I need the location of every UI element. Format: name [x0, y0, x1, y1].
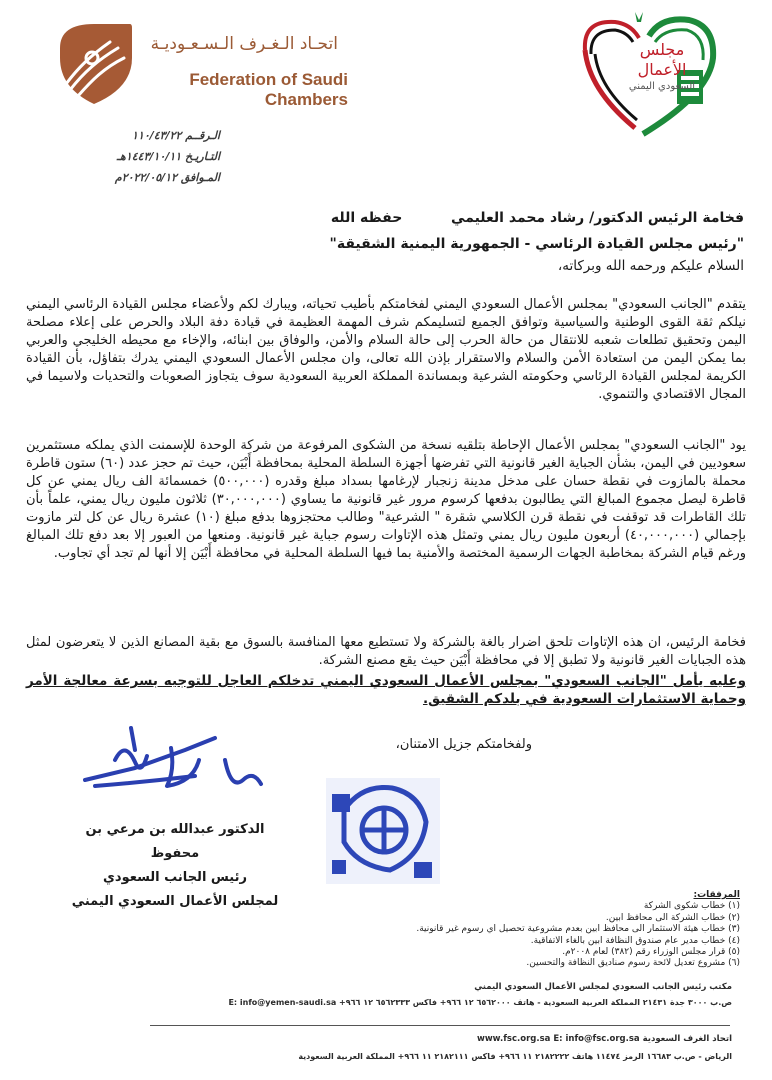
reference-date-hijri: التـاريـخ ١٤٤٣/١٠/١١هـ	[116, 150, 220, 163]
council-name	[617, 40, 707, 94]
body-paragraph-request: وعليه يأمل "الجانب السعودي" بمجلس الأعمال السعودي اليمني تدخلكم العاجل للتوجيه بسرعة معالجة الأمر وحماية الاستثمارات السعودية في بلدكم الشقيق.	[26, 673, 746, 707]
footer-fsc-address: الرياض - ص.ب ١٦٦٨٣ الرمز ١١٤٧٤ هاتف ٢١٨٢٢٢٢ ١١ ٩٦٦+ فاكس ٢١٨٢١١١ ١١ ٩٦٦+ المملكة العربية السعودية	[298, 1052, 732, 1061]
signatory-title-1: رئيس الجانب السعودي	[103, 870, 247, 885]
attachment-item: (٤) خطاب مدير عام صندوق النظافة ابين بالغاء الاتفاقية.	[530, 935, 740, 946]
closing-line: ولفخامتكم جزيل الامتنان،	[395, 737, 532, 752]
handwritten-signature	[75, 720, 275, 810]
body-paragraph-2: يود "الجانب السعودي" بمجلس الأعمال الإحاطة بتلقيه نسخة من الشكوى المرفوعة من شركة الوحدة للإسمنت الذي يملكه مستثمرين سعوديين في اليمن، بشأن الجباية الغير قانونية التي تفرضها أجهزة السلطة المحلية بمحافظة أَبْيَن، حيث تم حجز عدد (٦٠) ستون قاطرة محملة بالمازوت في نقطة حسان على مدخل مدينة زنجبار لإرغامها بسداد مبلغ وقدره (٥٠٠,٠٠٠) خمسمائة الف ريال يمني عن كل قاطرة ليصل مجموع المبالغ التي يطالبون بدفعها كرسوم مرور غير قانونية ما يساوي (٣٠,٠٠٠,٠٠٠) ثلاثون مليون ريال يمني، علماً بأن تلك القاطرات قد توقفت في نقطة قرن الكلاسي شقرة " الشرعية" وطالب محتجزوها بدفع مبلغ (١٠) عشرة ريال عن كل لتر مازوت بإجمالي (٤٠,٠٠٠,٠٠٠) أربعون مليون ريال يمني وتمثل هذه الإتاوات رسوم جباية غير قانونية. ومنعها من العبور إلا بعد دفع تلك المبالغ ورغم قيام الشركة بمخاطبة الجهات الرسمية المختصة والأمنية بما فيها السلطة المحلية في محافظة أَبْيَن إلا أنها لم تجد أي تجاوب.	[26, 438, 746, 561]
attachment-item: (٢) خطاب الشركة الى محافظ ابين.	[605, 912, 740, 923]
fsc-logo	[52, 14, 348, 114]
reference-date-gregorian: المـوافق ٢٠٢٢/٠٥/١٢م	[114, 171, 220, 184]
fsc-name-arabic: اتحـاد الـغـرف الـسـعـوديـة	[150, 34, 338, 54]
attachment-item: (٣) خطاب هيئة الاستثمار الى محافظ ابين بعدم مشروعية تحصيل اي رسوم غير قانونية.	[416, 924, 740, 935]
official-stamp	[322, 770, 444, 890]
fsc-emblem-icon	[52, 18, 138, 108]
reference-number: الـرقــم ١١٠/٤٣/٢٢	[132, 129, 220, 142]
signatory-name: الدكتور عبدالله بن مرعي بن محفوظ	[85, 822, 265, 861]
body-paragraph-3: فخامة الرئيس، ان هذه الإتاوات تلحق اضرار بالغة بالشركة ولا تستطيع معها المنافسة بالسوق مع بقية المصانع الذين لا يتعرضون لمثل هذه الجبايات الغير قانونية ولا تطبق إلا في محافظة أَبْيَن حيث يقع مصنع الشركة.	[26, 635, 746, 668]
attachments-title: المرفقات:	[693, 890, 740, 900]
reference-block	[90, 125, 220, 188]
council-name-sub: السعودي اليمني	[628, 81, 696, 92]
council-name-main: مجلس الأعمال	[637, 40, 687, 79]
attachment-item: (٦) مشروع تعديل لائحة رسوم صناديق النظافة والتحسين.	[526, 958, 740, 969]
footer	[0, 970, 772, 1080]
attachments-list	[220, 890, 740, 970]
addressee-line2: "رئيس مجلس القيادة الرئاسي - الجمهورية اليمنية الشقيقة"	[329, 236, 744, 252]
council-logo	[565, 10, 725, 150]
addressee-line1: فخامة الرئيس الدكتور/ رشاد محمد العليمي حفظه الله	[330, 210, 744, 226]
footer-fsc-web: www.fsc.org.sa E: info@fsc.org.sa اتحاد الغرف السعودية	[476, 1034, 732, 1044]
attachment-item: (١) خطاب شكوى الشركة	[643, 901, 740, 912]
footer-office-contact: ص.ب ٣٠٠٠ جدة ٢١٤٣١ المملكة العربية السعودية - هاتف ٦٥٦٢٠٠٠ ١٢ ٩٦٦+ فاكس ٦٥٦٢٣٣٣ ١٢ ٩٦٦+ E: info@yemen-saudi.sa	[228, 998, 732, 1007]
body-paragraph-1: يتقدم "الجانب السعودي" بمجلس الأعمال السعودي اليمني لفخامتكم بأطيب تحياته، ويبارك لكم ولأعضاء مجلس القيادة الرئاسي اليمني نيلكم ثقة القوى الوطنية والسياسية وتوافق الجميع لتسليمكم شرف المهمة العظيمة في قيادة دفة البلاد والحرص على إعلاء مصلحة اليمن وتحقيق تطلعات شعبه للانتقال من حالة الحرب إلى حالة السلام والأمن، والوفاق بين ابنائه، والإخاء مع محيطه الخليجي والعربي بما يمكن اليمن من استعادة الأمن والسلام والاستقرار بإذن الله تعالى، وان مجلس الأعمال السعودي اليمني يدرك بتفاؤل، بأن القيادة الكريمة لمجلس القيادة الرئاسي وحكومته الشرعية وبمساندة المملكة العربية السعودية سوف يتجاوز الصعوبات والتحديات ولاسيما في المجال الاقتصادي والتنموي.	[26, 297, 746, 402]
salutation: السلام عليكم ورحمه الله وبركاته،	[557, 258, 744, 274]
footer-office: مكتب رئيس الجانب السعودي لمجلس الأعمال السعودي اليمني	[474, 982, 732, 992]
footer-divider	[150, 1025, 730, 1026]
fsc-name-english: Federation of Saudi Chambers	[189, 70, 348, 109]
signatory-title-2: لمجلس الأعمال السعودي اليمني	[71, 894, 279, 909]
attachment-item: (٥) قرار مجلس الوزراء رقم (٣٨٢) لعام ٢٠٠٨م.	[562, 947, 740, 958]
addressee	[94, 205, 744, 257]
